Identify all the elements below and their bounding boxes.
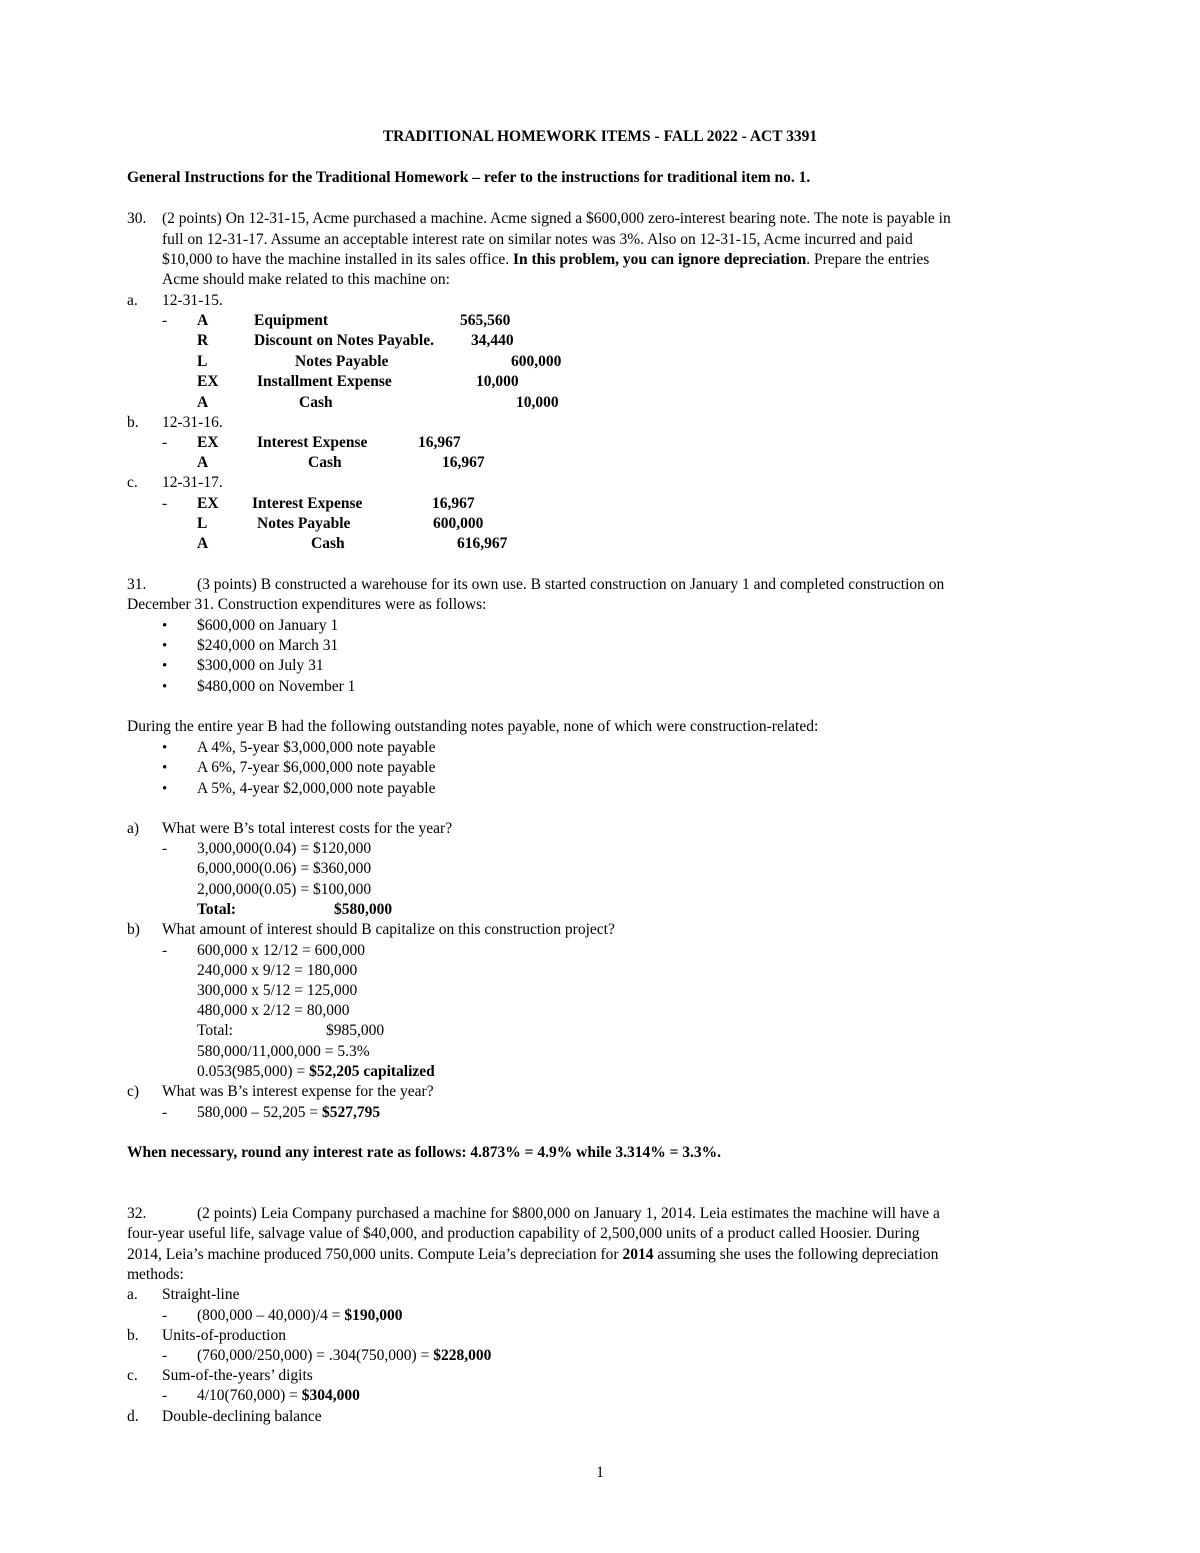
q30-text-line: $10,000 to have the machine installed in its sales office. In this problem, you can ignore depreciation. Prepare the entries [162,251,930,268]
expenditure-item: $480,000 on November 1 [197,678,356,695]
entry-account: Cash [299,394,333,411]
notes-intro: During the entire year B had the following outstanding notes payable, none of which were construction-related: [127,718,819,735]
part-letter: b) [127,921,140,938]
q31-text-line: December 31. Construction expenditures were as follows: [127,596,487,613]
part-letter: c) [127,1083,140,1100]
entry-type: A [197,454,209,471]
rounding-note: When necessary, round any interest rate as follows: 4.873% = 4.9% while 3.314% = 3.3%. [127,1144,722,1161]
q30-text-line: full on 12-31-17. Assume an acceptable interest rate on similar notes was 3%. Also on 12-31-15, Acme incurred and paid [162,231,913,248]
entry-account: Notes Payable [257,515,351,532]
q32-number: 32. [127,1205,147,1222]
depreciation-calc: (760,000/250,000) = .304(750,000) = $228,000 [197,1347,492,1364]
q32-text-line: 2014, Leia’s machine produced 750,000 units. Compute Leia’s depreciation for 2014 assuming she uses the following depreciation [127,1246,939,1263]
depreciation-answer: $228,000 [433,1347,492,1364]
q30-text-line: Acme should make related to this machine on: [162,271,450,288]
entry-account: Notes Payable [295,353,389,370]
bullet-icon: • [162,781,168,797]
bullet-icon: • [162,658,168,674]
bullet-icon: • [162,740,168,756]
entry-amount: 16,967 [432,495,475,512]
bullet-icon: • [162,618,168,634]
dash: - [162,495,168,512]
entry-account: Equipment [254,312,329,329]
entry-type: R [197,332,209,349]
general-instructions: General Instructions for the Traditional Homework – refer to the instructions for traditional item no. 1. [127,169,811,186]
calc-line: 2,000,000(0.05) = $100,000 [197,881,372,898]
note-item: A 6%, 7-year $6,000,000 note payable [197,759,436,776]
note-item: A 5%, 4-year $2,000,000 note payable [197,780,436,797]
entry-type: A [197,535,209,552]
method-name: Units-of-production [162,1327,286,1344]
page-number: 1 [596,1464,604,1481]
entry-account: Installment Expense [257,373,392,390]
part-question: What were B’s total interest costs for the year? [162,820,453,837]
calc-line: 3,000,000(0.04) = $120,000 [197,840,372,857]
capitalized-line: 0.053(985,000) = $52,205 capitalized [197,1063,435,1080]
entry-amount: 600,000 [511,353,562,370]
part-letter: a. [127,1286,138,1303]
entry-type: L [197,515,208,532]
entry-amount: 34,440 [471,332,514,349]
part-date: 12-31-16. [162,414,223,431]
entry-account: Interest Expense [257,434,368,451]
q30-number: 30. [127,210,147,227]
calc-line: 600,000 x 12/12 = 600,000 [197,942,366,959]
total-label: Total: [197,901,237,918]
calc-line: 300,000 x 5/12 = 125,000 [197,982,358,999]
entry-amount: 16,967 [418,434,461,451]
bullet-icon: • [162,638,168,654]
capitalized-answer: $52,205 capitalized [309,1063,435,1080]
entry-type: A [197,394,209,411]
method-name: Sum-of-the-years’ digits [162,1367,313,1384]
calc-line: 480,000 x 2/12 = 80,000 [197,1002,350,1019]
document-title: TRADITIONAL HOMEWORK ITEMS - FALL 2022 - ACT 3391 [382,128,818,145]
entry-type: L [197,353,208,370]
part-question: What amount of interest should B capitalize on this construction project? [162,921,615,938]
dash: - [162,1307,168,1324]
part-date: 12-31-17. [162,474,223,491]
entry-type: A [197,312,209,329]
part-letter: b. [127,414,139,431]
depreciation-calc: 4/10(760,000) = $304,000 [197,1387,360,1404]
entry-type: EX [197,373,219,390]
q30-emphasis: In this problem, you can ignore depreciation [512,251,807,268]
entry-type: EX [197,495,219,512]
part-letter: a) [127,820,140,837]
entry-amount: 10,000 [516,394,559,411]
bullet-icon: • [162,679,168,695]
expenditure-item: $240,000 on March 31 [197,637,339,654]
dash: - [162,942,168,959]
part-letter: d. [127,1408,139,1425]
interest-expense-line: 580,000 – 52,205 = $527,795 [197,1104,381,1121]
q32-text-line: four-year useful life, salvage value of $40,000, and production capability of 2,500,000 units of a product called Hoosier. During [127,1225,920,1242]
q32-text-line: methods: [127,1266,184,1283]
entry-amount: 565,560 [460,312,511,329]
entry-account: Discount on Notes Payable. [254,332,434,349]
q30-text-line: (2 points) On 12-31-15, Acme purchased a machine. Acme signed a $600,000 zero-interest bearing note. The note is payable in [162,210,951,227]
part-letter: b. [127,1327,139,1344]
entry-amount: 600,000 [433,515,484,532]
q31-number: 31. [127,576,147,593]
part-letter: c. [127,474,138,491]
calc-line: 240,000 x 9/12 = 180,000 [197,962,358,979]
total-value: $985,000 [326,1022,385,1039]
part-letter: c. [127,1367,138,1384]
dash: - [162,1104,168,1121]
entry-amount: 16,967 [442,454,485,471]
depreciation-answer: $190,000 [344,1307,403,1324]
dash: - [162,1347,168,1364]
depreciation-answer: $304,000 [301,1387,360,1404]
rate-line: 580,000/11,000,000 = 5.3% [197,1043,370,1060]
entry-account: Cash [308,454,342,471]
method-name: Straight-line [162,1286,240,1303]
total-label: Total: [197,1022,233,1039]
bullet-icon: • [162,760,168,776]
part-question: What was B’s interest expense for the year? [162,1083,434,1100]
calc-line: 6,000,000(0.06) = $360,000 [197,860,372,877]
expenditure-item: $600,000 on January 1 [197,617,339,634]
entry-account: Cash [311,535,345,552]
dash: - [162,312,168,329]
part-letter: a. [127,292,138,309]
entry-account: Interest Expense [252,495,363,512]
dash: - [162,434,168,451]
entry-amount: 10,000 [476,373,519,390]
entry-type: EX [197,434,219,451]
dash: - [162,1387,168,1404]
dash: - [162,840,168,857]
note-item: A 4%, 5-year $3,000,000 note payable [197,739,436,756]
method-name: Double-declining balance [162,1408,322,1425]
interest-expense-answer: $527,795 [322,1104,381,1121]
total-value: $580,000 [334,901,393,918]
q31-text-line: (3 points) B constructed a warehouse for its own use. B started construction on January 1 and completed construction on [197,576,945,593]
entry-amount: 616,967 [457,535,508,552]
q32-year-emphasis: 2014 [622,1246,654,1263]
part-date: 12-31-15. [162,292,223,309]
expenditure-item: $300,000 on July 31 [197,657,324,674]
depreciation-calc: (800,000 – 40,000)/4 = $190,000 [197,1307,403,1324]
q32-text-line: (2 points) Leia Company purchased a machine for $800,000 on January 1, 2014. Leia estimates the machine will have a [197,1205,940,1222]
